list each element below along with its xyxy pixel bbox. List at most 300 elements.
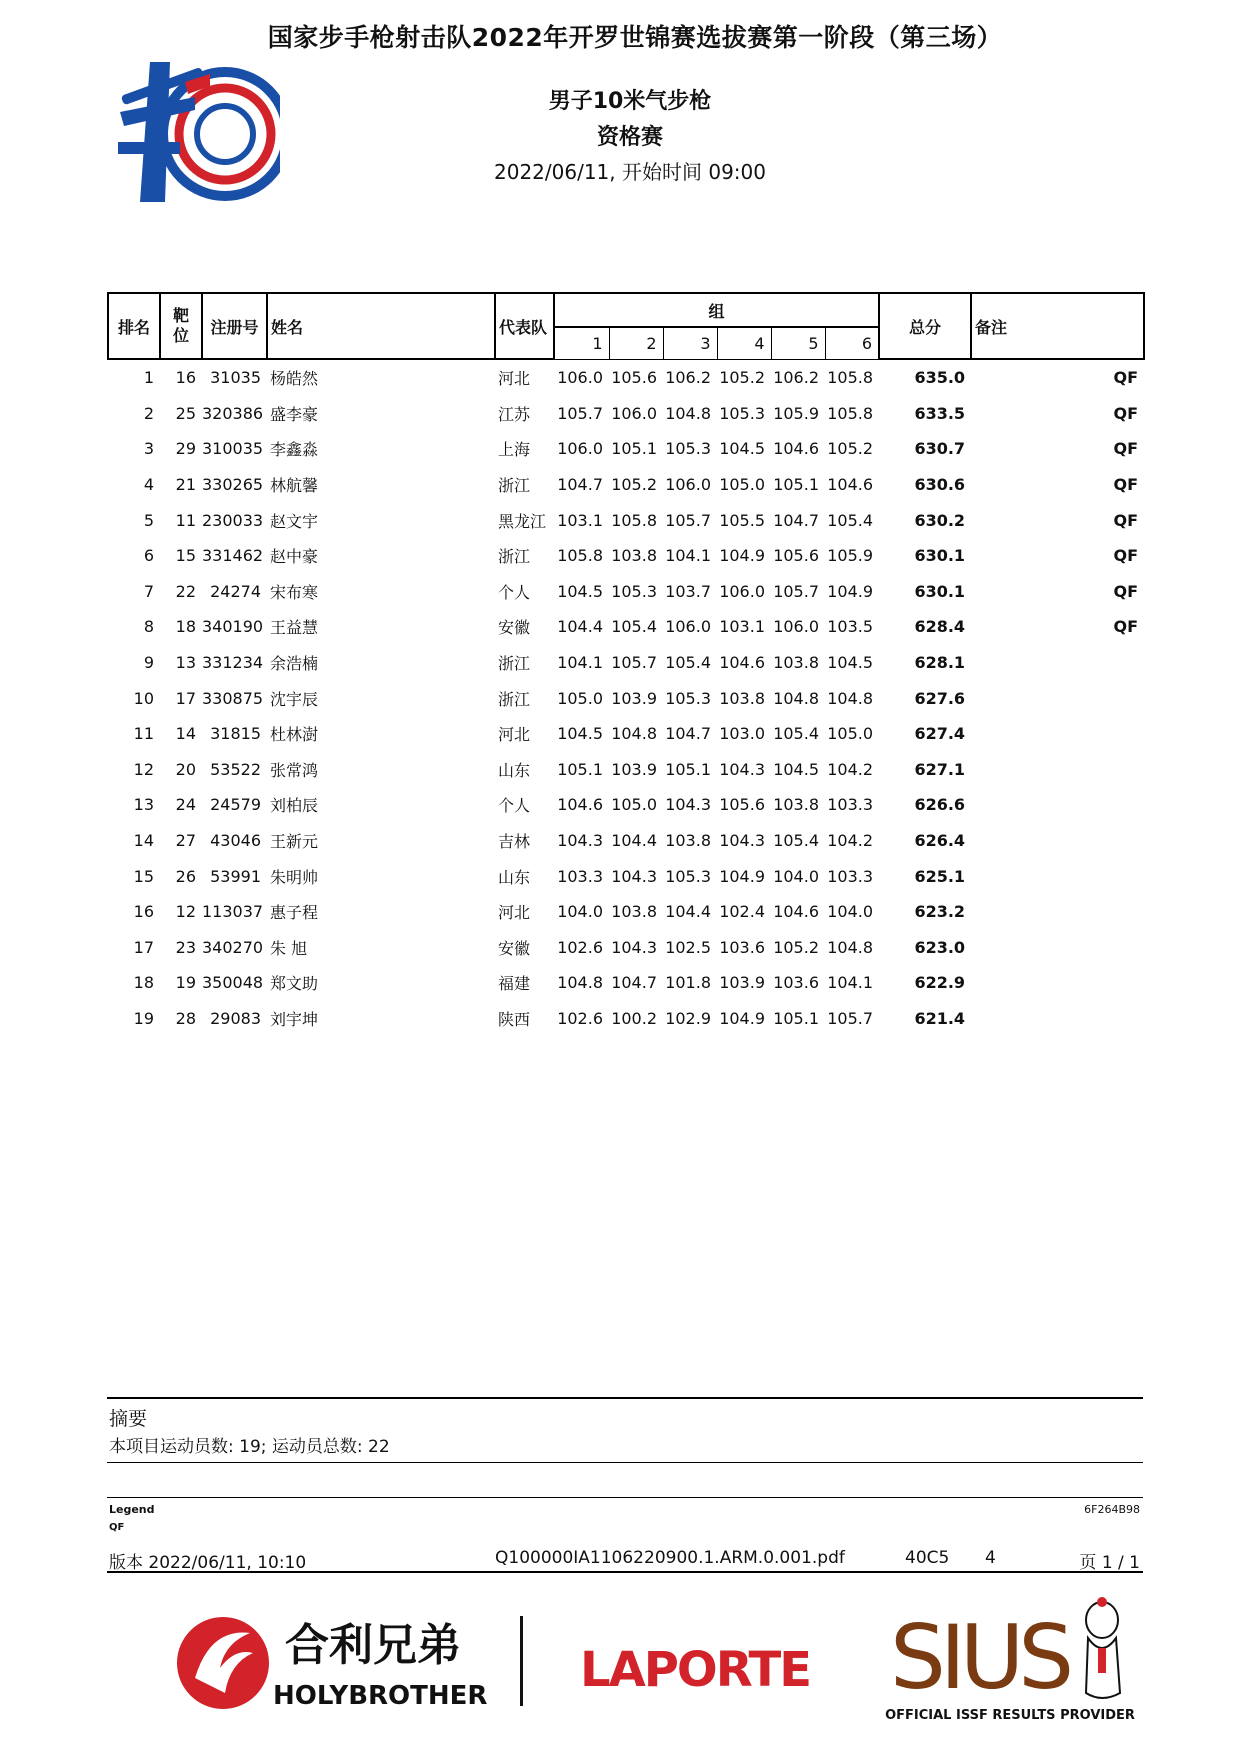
holybrother-logo bbox=[175, 1608, 535, 1718]
table-row bbox=[108, 396, 1144, 432]
series-score-cell: 104.5 bbox=[557, 581, 603, 601]
series-score-cell: 104.3 bbox=[611, 866, 657, 886]
series-score-cell: 104.4 bbox=[611, 831, 657, 851]
col-series: 组 bbox=[554, 293, 879, 327]
reg-cell: 31035 bbox=[210, 368, 261, 388]
bib-cell: 25 bbox=[175, 403, 196, 423]
series-score-cell: 104.0 bbox=[827, 902, 874, 922]
table-row bbox=[108, 930, 1144, 966]
sius-mascot-icon bbox=[1086, 1597, 1120, 1698]
series-score-cell: 105.2 bbox=[773, 937, 819, 957]
series-score-cell: 102.4 bbox=[719, 902, 765, 922]
rank-cell: 4 bbox=[143, 475, 154, 495]
series-score-cell: 105.6 bbox=[719, 795, 765, 815]
reg-cell: 340270 bbox=[202, 937, 264, 957]
table-row bbox=[108, 858, 1144, 894]
col-team: 代表队 bbox=[495, 293, 554, 359]
series-score-cell: 106.0 bbox=[557, 368, 603, 388]
name-cell: 杨皓然 bbox=[270, 369, 319, 389]
series-score-cell: 105.3 bbox=[665, 439, 711, 459]
version-text: 版本 2022/06/11, 10:10 bbox=[109, 1553, 307, 1573]
series-score-cell: 104.6 bbox=[719, 653, 765, 673]
name-cell: 杜林澍 bbox=[270, 725, 319, 745]
series-score-cell: 104.7 bbox=[557, 475, 603, 495]
remark-cell bbox=[971, 894, 1144, 930]
series-score-cell: 106.0 bbox=[611, 403, 657, 423]
series-score-cell: 104.1 bbox=[665, 546, 711, 566]
series-score-cell: 104.6 bbox=[827, 475, 874, 495]
team-cell: 福建 bbox=[498, 974, 531, 994]
table-row bbox=[108, 823, 1144, 859]
series-score-cell: 105.8 bbox=[827, 403, 874, 423]
series-score-cell: 103.9 bbox=[611, 688, 657, 708]
team-cell: 个人 bbox=[498, 796, 531, 816]
sponsor-divider bbox=[520, 1616, 523, 1706]
series-score-cell: 105.2 bbox=[719, 368, 765, 388]
team-cell: 河北 bbox=[498, 725, 531, 745]
series-score-cell: 103.9 bbox=[611, 759, 657, 779]
table-row bbox=[108, 965, 1144, 1001]
series-score-cell: 104.1 bbox=[557, 653, 603, 673]
series-score-cell: 104.5 bbox=[719, 439, 765, 459]
bib-cell: 20 bbox=[175, 759, 196, 779]
team-cell: 安徽 bbox=[498, 938, 531, 958]
summary-text: 本项目运动员数: 19; 运动员总数: 22 bbox=[109, 1437, 390, 1457]
bib-cell: 18 bbox=[175, 617, 196, 637]
results-table bbox=[107, 292, 1143, 1036]
team-cell: 山东 bbox=[498, 760, 531, 780]
col-remarks: 备注 bbox=[971, 293, 1144, 359]
team-cell: 黑龙江 bbox=[498, 511, 547, 531]
series-score-cell: 105.4 bbox=[773, 831, 819, 851]
reg-cell: 31815 bbox=[210, 724, 261, 744]
name-cell: 刘宇坤 bbox=[270, 1009, 319, 1029]
bib-cell: 24 bbox=[175, 795, 196, 815]
holybrother-mark-icon bbox=[177, 1617, 269, 1709]
holybrother-cn: 合利兄弟 bbox=[285, 1620, 461, 1671]
remark-cell bbox=[971, 858, 1144, 894]
series-score-cell: 104.5 bbox=[827, 653, 874, 673]
series-score-cell: 104.3 bbox=[611, 937, 657, 957]
series-score-cell: 105.2 bbox=[611, 475, 657, 495]
table-row bbox=[108, 680, 1144, 716]
table-row bbox=[108, 787, 1144, 823]
series-score-cell: 104.3 bbox=[557, 831, 603, 851]
total-cell: 635.0 bbox=[914, 368, 966, 388]
table-row bbox=[108, 502, 1144, 538]
reg-cell: 24274 bbox=[210, 581, 261, 601]
series-score-cell: 105.5 bbox=[719, 510, 765, 530]
series-score-cell: 105.0 bbox=[827, 724, 874, 744]
col-reg: 注册号 bbox=[202, 293, 267, 359]
reg-cell: 320386 bbox=[202, 403, 264, 423]
footer-code: 4 bbox=[985, 1548, 996, 1568]
series-score-cell: 104.8 bbox=[665, 403, 711, 423]
series-score-cell: 105.1 bbox=[665, 759, 711, 779]
series-score-cell: 104.8 bbox=[827, 688, 874, 708]
summary-heading: 摘要 bbox=[109, 1408, 148, 1430]
remark-cell bbox=[971, 823, 1144, 859]
bib-cell: 13 bbox=[175, 653, 196, 673]
series-num: 4 bbox=[717, 327, 771, 359]
series-score-cell: 105.3 bbox=[665, 866, 711, 886]
team-cell: 浙江 bbox=[498, 476, 531, 496]
remark-cell bbox=[971, 752, 1144, 788]
series-score-cell: 104.8 bbox=[773, 688, 819, 708]
series-score-cell: 105.1 bbox=[611, 439, 657, 459]
series-score-cell: 102.6 bbox=[557, 937, 603, 957]
target-icon bbox=[163, 72, 280, 196]
series-score-cell: 105.7 bbox=[611, 653, 657, 673]
series-score-cell: 103.3 bbox=[827, 795, 874, 815]
sius-logo bbox=[890, 1588, 1140, 1708]
series-score-cell: 100.2 bbox=[611, 1008, 657, 1028]
reg-cell: 24579 bbox=[210, 795, 261, 815]
sius-text: SIUS bbox=[890, 1606, 1069, 1708]
series-score-cell: 104.0 bbox=[557, 902, 603, 922]
name-cell: 朱明帅 bbox=[270, 867, 319, 887]
total-cell: 630.1 bbox=[914, 546, 966, 566]
bib-cell: 11 bbox=[175, 510, 196, 530]
reg-cell: 43046 bbox=[210, 831, 261, 851]
total-cell: 630.7 bbox=[914, 439, 966, 459]
reg-cell: 340190 bbox=[202, 617, 264, 637]
team-cell: 个人 bbox=[498, 582, 531, 602]
name-cell: 林航馨 bbox=[270, 476, 319, 496]
series-score-cell: 104.1 bbox=[827, 973, 874, 993]
series-score-cell: 103.8 bbox=[665, 831, 711, 851]
laporte-logo bbox=[580, 1608, 815, 1718]
series-score-cell: 106.0 bbox=[719, 581, 765, 601]
series-score-cell: 103.1 bbox=[557, 510, 603, 530]
name-cell: 沈宇辰 bbox=[270, 689, 319, 709]
series-score-cell: 106.0 bbox=[665, 475, 711, 495]
table-row bbox=[108, 538, 1144, 574]
bib-cell: 14 bbox=[175, 724, 196, 744]
remark-cell: QF bbox=[1113, 581, 1139, 601]
series-num: 5 bbox=[771, 327, 825, 359]
remark-cell: QF bbox=[1113, 368, 1139, 388]
total-cell: 622.9 bbox=[914, 973, 966, 993]
series-score-cell: 103.5 bbox=[827, 617, 874, 637]
series-score-cell: 103.7 bbox=[665, 581, 711, 601]
table-row bbox=[108, 894, 1144, 930]
remark-cell: QF bbox=[1113, 510, 1139, 530]
team-cell: 江苏 bbox=[498, 404, 531, 424]
series-score-cell: 105.7 bbox=[557, 403, 603, 423]
summary-divider-bottom bbox=[107, 1462, 1143, 1463]
bib-cell: 17 bbox=[175, 688, 196, 708]
series-score-cell: 103.8 bbox=[719, 688, 765, 708]
remark-cell bbox=[971, 716, 1144, 752]
rank-cell: 10 bbox=[133, 688, 154, 708]
rank-cell: 5 bbox=[143, 510, 154, 530]
series-score-cell: 106.2 bbox=[773, 368, 819, 388]
name-cell: 赵中豪 bbox=[270, 547, 319, 567]
series-num: 1 bbox=[554, 327, 609, 359]
total-cell: 625.1 bbox=[914, 866, 966, 886]
footer-code: 40C5 bbox=[905, 1548, 950, 1568]
name-cell: 盛李豪 bbox=[270, 404, 319, 424]
series-num: 2 bbox=[609, 327, 663, 359]
series-score-cell: 103.0 bbox=[719, 724, 765, 744]
table-row bbox=[108, 359, 1144, 396]
series-score-cell: 106.0 bbox=[665, 617, 711, 637]
series-score-cell: 102.9 bbox=[665, 1008, 711, 1028]
table-row bbox=[108, 431, 1144, 467]
team-cell: 浙江 bbox=[498, 547, 531, 567]
series-score-cell: 104.6 bbox=[773, 902, 819, 922]
series-score-cell: 104.0 bbox=[773, 866, 819, 886]
col-bib-label: 靶位 bbox=[172, 306, 189, 345]
name-cell: 李鑫淼 bbox=[270, 440, 319, 460]
remark-cell: QF bbox=[1113, 475, 1139, 495]
name-cell: 王新元 bbox=[270, 832, 319, 852]
series-score-cell: 104.9 bbox=[827, 581, 874, 601]
series-score-cell: 105.1 bbox=[773, 475, 819, 495]
total-cell: 630.2 bbox=[914, 510, 966, 530]
team-cell: 山东 bbox=[498, 867, 531, 887]
series-score-cell: 103.8 bbox=[773, 653, 819, 673]
bib-cell: 28 bbox=[175, 1008, 196, 1028]
bib-cell: 15 bbox=[175, 546, 196, 566]
legend-qf: QF bbox=[109, 1522, 125, 1533]
series-score-cell: 105.3 bbox=[611, 581, 657, 601]
table-row bbox=[108, 645, 1144, 681]
series-score-cell: 105.8 bbox=[557, 546, 603, 566]
name-cell: 张常鸿 bbox=[270, 760, 319, 780]
series-score-cell: 105.8 bbox=[827, 368, 874, 388]
bib-cell: 26 bbox=[175, 866, 196, 886]
reg-cell: 53522 bbox=[210, 759, 261, 779]
series-score-cell: 105.4 bbox=[611, 617, 657, 637]
col-rank: 排名 bbox=[108, 293, 160, 359]
reg-cell: 230033 bbox=[202, 510, 264, 530]
series-score-cell: 104.8 bbox=[611, 724, 657, 744]
table-row bbox=[108, 574, 1144, 610]
total-cell: 626.4 bbox=[914, 831, 966, 851]
legend-title: Legend bbox=[109, 1503, 155, 1516]
series-score-cell: 104.4 bbox=[557, 617, 603, 637]
bib-cell: 29 bbox=[175, 439, 196, 459]
series-score-cell: 103.6 bbox=[719, 937, 765, 957]
total-cell: 623.0 bbox=[914, 937, 966, 957]
reg-cell: 310035 bbox=[202, 439, 264, 459]
series-score-cell: 104.2 bbox=[827, 831, 874, 851]
total-cell: 628.4 bbox=[914, 617, 966, 637]
series-score-cell: 104.7 bbox=[611, 973, 657, 993]
rank-cell: 6 bbox=[143, 546, 154, 566]
series-score-cell: 105.9 bbox=[773, 403, 819, 423]
series-score-cell: 105.3 bbox=[665, 688, 711, 708]
bib-cell: 22 bbox=[175, 581, 196, 601]
reg-cell: 29083 bbox=[210, 1008, 261, 1028]
name-cell: 宋布寒 bbox=[270, 582, 319, 602]
series-score-cell: 105.0 bbox=[719, 475, 765, 495]
series-score-cell: 104.3 bbox=[719, 759, 765, 779]
rank-cell: 9 bbox=[143, 653, 154, 673]
team-cell: 浙江 bbox=[498, 654, 531, 674]
document-hash: 6F264B98 bbox=[1084, 1503, 1140, 1516]
series-score-cell: 103.8 bbox=[611, 546, 657, 566]
total-cell: 633.5 bbox=[914, 403, 966, 423]
team-cell: 吉林 bbox=[498, 832, 531, 852]
total-cell: 627.4 bbox=[914, 724, 966, 744]
team-cell: 河北 bbox=[498, 369, 531, 389]
total-cell: 623.2 bbox=[914, 902, 966, 922]
table-row bbox=[108, 609, 1144, 645]
name-cell: 刘柏辰 bbox=[270, 796, 319, 816]
remark-cell bbox=[971, 1001, 1144, 1037]
series-num: 3 bbox=[663, 327, 717, 359]
series-score-cell: 105.6 bbox=[773, 546, 819, 566]
name-cell: 王益慧 bbox=[270, 618, 319, 638]
series-score-cell: 106.0 bbox=[557, 439, 603, 459]
legend-divider bbox=[107, 1497, 1143, 1498]
col-total: 总分 bbox=[879, 293, 971, 359]
reg-cell: 331234 bbox=[202, 653, 264, 673]
name-cell: 惠子程 bbox=[270, 903, 319, 923]
remark-cell: QF bbox=[1113, 403, 1139, 423]
total-cell: 630.1 bbox=[914, 581, 966, 601]
rank-cell: 3 bbox=[143, 439, 154, 459]
rank-cell: 8 bbox=[143, 617, 154, 637]
total-cell: 621.4 bbox=[914, 1008, 966, 1028]
series-score-cell: 104.8 bbox=[557, 973, 603, 993]
laporte-text: LAPORTE bbox=[580, 1642, 811, 1698]
rank-cell: 1 bbox=[143, 368, 154, 388]
holybrother-en: HOLYBROTHER bbox=[273, 1681, 488, 1711]
series-score-cell: 105.1 bbox=[773, 1008, 819, 1028]
series-score-cell: 105.3 bbox=[719, 403, 765, 423]
team-cell: 上海 bbox=[498, 440, 531, 460]
reg-cell: 331462 bbox=[202, 546, 264, 566]
series-score-cell: 102.5 bbox=[665, 937, 711, 957]
series-score-cell: 103.9 bbox=[719, 973, 765, 993]
table-row bbox=[108, 1001, 1144, 1037]
reg-cell: 53991 bbox=[210, 866, 261, 886]
name-cell: 赵文宇 bbox=[270, 511, 319, 531]
series-score-cell: 104.7 bbox=[773, 510, 819, 530]
series-score-cell: 104.5 bbox=[773, 759, 819, 779]
series-score-cell: 104.3 bbox=[665, 795, 711, 815]
bib-cell: 21 bbox=[175, 475, 196, 495]
rank-cell: 2 bbox=[143, 403, 154, 423]
total-cell: 626.6 bbox=[914, 795, 966, 815]
series-score-cell: 106.0 bbox=[773, 617, 819, 637]
team-cell: 浙江 bbox=[498, 689, 531, 709]
series-score-cell: 105.9 bbox=[827, 546, 874, 566]
series-score-cell: 104.2 bbox=[827, 759, 874, 779]
series-score-cell: 105.4 bbox=[665, 653, 711, 673]
series-score-cell: 105.1 bbox=[557, 759, 603, 779]
reg-cell: 113037 bbox=[202, 902, 264, 922]
series-score-cell: 104.6 bbox=[557, 795, 603, 815]
series-score-cell: 105.4 bbox=[773, 724, 819, 744]
rank-cell: 17 bbox=[133, 937, 154, 957]
remark-cell bbox=[971, 680, 1144, 716]
total-cell: 627.1 bbox=[914, 759, 966, 779]
stage-name: 资格赛 bbox=[596, 125, 663, 150]
series-num: 6 bbox=[825, 327, 879, 359]
total-cell: 630.6 bbox=[914, 475, 966, 495]
rank-cell: 16 bbox=[133, 902, 154, 922]
remark-cell bbox=[971, 787, 1144, 823]
bib-cell: 12 bbox=[175, 902, 196, 922]
sius-tagline: OFFICIAL ISSF RESULTS PROVIDER bbox=[885, 1708, 1135, 1723]
series-score-cell: 104.6 bbox=[773, 439, 819, 459]
bib-cell: 27 bbox=[175, 831, 196, 851]
series-score-cell: 102.6 bbox=[557, 1008, 603, 1028]
rank-cell: 19 bbox=[133, 1008, 154, 1028]
series-score-cell: 105.4 bbox=[827, 510, 874, 530]
series-score-cell: 103.1 bbox=[719, 617, 765, 637]
event-name: 男子10米气步枪 bbox=[548, 89, 712, 114]
series-score-cell: 106.2 bbox=[665, 368, 711, 388]
remark-cell bbox=[971, 645, 1144, 681]
series-score-cell: 104.9 bbox=[719, 866, 765, 886]
document-title: 国家步手枪射击队2022年开罗世锦赛选拔赛第一阶段（第三场） bbox=[267, 23, 1003, 52]
reg-cell: 350048 bbox=[202, 973, 264, 993]
event-datetime: 2022/06/11, 开始时间 09:00 bbox=[494, 160, 766, 184]
series-score-cell: 104.9 bbox=[719, 546, 765, 566]
file-name: Q100000IA1106220900.1.ARM.0.001.pdf bbox=[495, 1548, 845, 1568]
reg-cell: 330875 bbox=[202, 688, 264, 708]
bib-cell: 23 bbox=[175, 937, 196, 957]
remark-cell: QF bbox=[1113, 617, 1139, 637]
series-score-cell: 105.6 bbox=[611, 368, 657, 388]
bib-cell: 16 bbox=[175, 368, 196, 388]
col-bib bbox=[160, 293, 202, 359]
series-score-cell: 103.6 bbox=[773, 973, 819, 993]
page-number: 页 1 / 1 bbox=[1079, 1553, 1140, 1573]
rank-cell: 15 bbox=[133, 866, 154, 886]
series-score-cell: 105.2 bbox=[827, 439, 874, 459]
rank-cell: 13 bbox=[133, 795, 154, 815]
series-score-cell: 104.9 bbox=[719, 1008, 765, 1028]
summary-divider-top bbox=[107, 1397, 1143, 1399]
name-cell: 朱 旭 bbox=[270, 938, 308, 958]
series-score-cell: 104.4 bbox=[665, 902, 711, 922]
team-cell: 河北 bbox=[498, 903, 531, 923]
rank-cell: 7 bbox=[143, 581, 154, 601]
rank-cell: 14 bbox=[133, 831, 154, 851]
series-score-cell: 104.7 bbox=[665, 724, 711, 744]
series-score-cell: 105.7 bbox=[665, 510, 711, 530]
col-name: 姓名 bbox=[267, 293, 495, 359]
series-score-cell: 105.0 bbox=[611, 795, 657, 815]
series-score-cell: 103.3 bbox=[827, 866, 874, 886]
remark-cell bbox=[971, 930, 1144, 966]
remark-cell bbox=[971, 965, 1144, 1001]
total-cell: 628.1 bbox=[914, 653, 966, 673]
name-cell: 余浩楠 bbox=[270, 654, 319, 674]
series-score-cell: 105.7 bbox=[827, 1008, 874, 1028]
table-row bbox=[108, 752, 1144, 788]
reg-cell: 330265 bbox=[202, 475, 264, 495]
series-score-cell: 103.8 bbox=[611, 902, 657, 922]
footer-divider bbox=[107, 1571, 1143, 1573]
bib-cell: 19 bbox=[175, 973, 196, 993]
series-score-cell: 105.7 bbox=[773, 581, 819, 601]
team-cell: 陕西 bbox=[498, 1009, 531, 1029]
series-score-cell: 104.5 bbox=[557, 724, 603, 744]
series-score-cell: 104.3 bbox=[719, 831, 765, 851]
rank-cell: 11 bbox=[133, 724, 154, 744]
shooting-logo bbox=[110, 42, 280, 217]
table-row bbox=[108, 716, 1144, 752]
total-cell: 627.6 bbox=[914, 688, 966, 708]
